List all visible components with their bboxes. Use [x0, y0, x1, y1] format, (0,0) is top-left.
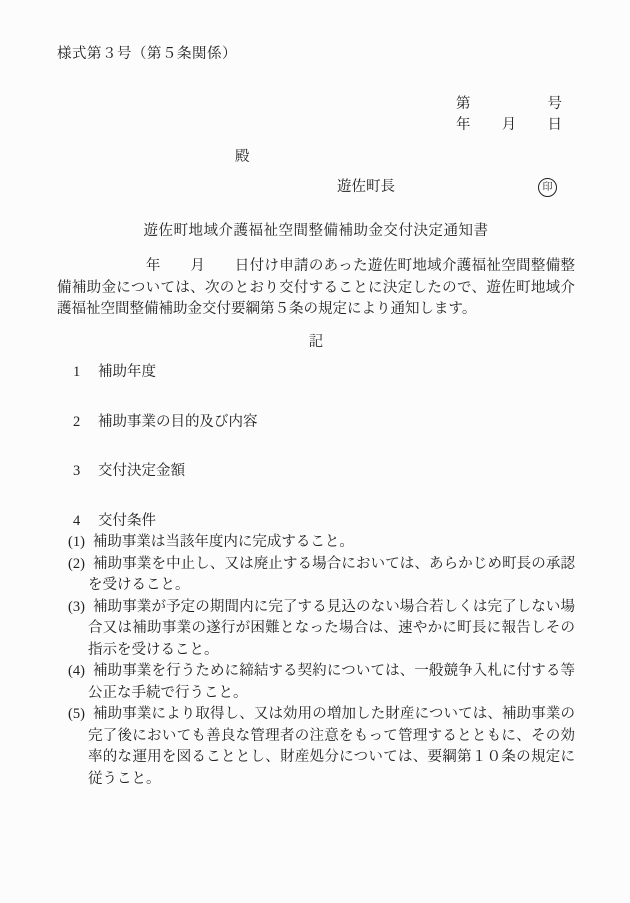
item-label: 補助年度 [98, 364, 156, 380]
sender-line [57, 177, 575, 199]
sender-name: 遊佐町長 [337, 179, 395, 195]
item-number: 1 [73, 364, 81, 380]
record-marker: 記 [308, 333, 324, 350]
list-item-1 [57, 362, 575, 384]
item-label: 補助事業の目的及び内容 [98, 413, 258, 430]
sub-item-4 [57, 661, 575, 704]
sub-item-text: 補助事業は当該年度内に完成すること。 [92, 534, 354, 550]
seal-icon [538, 178, 557, 197]
date-month-label: 月 [501, 117, 517, 133]
sub-item-number: (3) [68, 598, 85, 615]
sub-item-text: 補助事業を中止し、又は廃止する場合においては、あらかじめ町長の承認を受けること。 [88, 555, 575, 593]
document-number-line [456, 94, 562, 116]
item-number: 3 [73, 463, 81, 479]
addressee-line [57, 147, 575, 169]
seal-character: 印 [542, 181, 553, 193]
document-title: 遊佐町地域介護福祉空間整備補助金交付決定通知書 [143, 222, 489, 239]
sub-item-text: 補助事業により取得し、又は効用の増加した財産については、補助事業の完了後においても善良な管理者の注意をもって管理するとともに、その効率的な運用を図ることとし、財産処分については、要綱第１０条の規定に従うこと。 [88, 706, 575, 787]
sub-item-text: 補助事業を行うために締結する契約については、一般競争入札に付する等公正な手続で行うこと。 [88, 663, 575, 701]
item-number: 2 [73, 413, 81, 430]
sub-item-number: (4) [68, 663, 85, 679]
list-item-2 [57, 412, 575, 434]
sub-item-list [57, 532, 575, 790]
doc-number-prefix: 第 [456, 95, 471, 112]
addressee-honorific: 殿 [235, 148, 250, 165]
sub-item-number: (1) [68, 534, 85, 550]
sub-item-number: (2) [68, 555, 85, 572]
date-line [456, 115, 562, 137]
sub-item-number: (5) [68, 706, 85, 722]
item-number: 4 [73, 512, 81, 529]
body-paragraph: 年 月 日付け申請のあった遊佐町地域介護福祉空間整備整備補助金については、次のとおり交付することに決定したので、遊佐町地域介護福祉空間整備補助金交付要綱第５条の規定により通知します。 [57, 258, 575, 317]
list-item-4 [57, 511, 575, 533]
doc-number-suffix: 号 [547, 95, 562, 112]
item-label: 交付条件 [98, 512, 156, 529]
sub-item-2 [57, 554, 575, 597]
sub-item-text: 補助事業が予定の期間内に完了する見込のない場合若しくは完了しない場合又は補助事業の遂行が困難となった場合は、速やかに町長に報告しその指示を受けること。 [88, 598, 575, 658]
sub-item-3 [57, 597, 575, 662]
sub-item-1 [57, 532, 575, 554]
form-number-label: 様式第３号（第５条関係） [57, 46, 237, 62]
date-year-label: 年 [456, 117, 471, 133]
item-label: 交付決定金額 [98, 463, 185, 479]
document-number-block [456, 94, 562, 137]
sub-item-5 [57, 704, 575, 790]
item-list [57, 362, 575, 790]
list-item-3 [57, 461, 575, 483]
date-day-label: 日 [547, 117, 562, 133]
